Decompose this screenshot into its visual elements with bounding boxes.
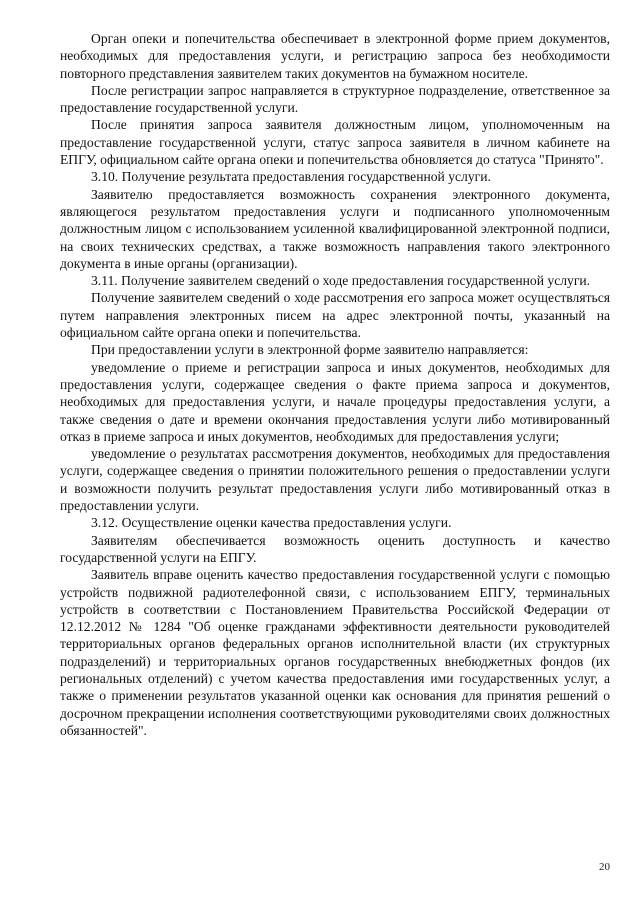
section-heading-3-10: 3.10. Получение результата предоставления государственной услуги. [91,169,491,185]
list-item-receipt-notice: уведомление о приеме и регистрации запроса и иных документов, необходимых для предоставления услуги, содержащее сведения о факте приема запроса и документов, необходимых для предоставления услуги, и начале процедуры предоставления услуги, а также сведения о дате и времени окончания предоставления услуги либо мотивированный отказ в приеме запроса и иных документов, необходимых для предоставления услуги; [60,359,610,444]
page-number: 20 [599,861,610,873]
paragraph-evaluation-methods: Заявитель вправе оценить качество предоставления государственной услуги с помощью устройств подвижной радиотелефонной связи, с использованием ЕПГУ, терминальных устройств в соответствии с Постановлением Правительства Российской Федерации от 12.12.2012 № 1284 "Об оценке гражданами эффективности деятельности руководителей территориальных органов федеральных органов исполнительной власти (их структурных подразделений) и территориальных органов государственных внебюджетных фондов (их региональных отделений) с учетом качества предоставления ими государственных услуг, а также о применении результатов указанной оценки как основания для принятия решений о досрочном прекращении исполнения соответствующими руководителями своих должностных обязанностей". [60,567,610,738]
document-body [60,30,610,739]
paragraph-notifications-intro: При предоставлении услуги в электронной форме заявителю направляется: [91,342,529,358]
paragraph-progress-info: Получение заявителем сведений о ходе рассмотрения его запроса может осуществляться путем направления электронных писем на адрес электронной почты, указанный на официальном сайте органа опеки и попечительства. [60,290,610,341]
paragraph-electronic-acceptance: Орган опеки и попечительства обеспечивает в электронной форме прием документов, необходимых для предоставления услуги, и регистрацию запроса без необходимости повторного представления заявителем таких документов на бумажном носителе. [60,31,610,81]
section-heading-3-11: 3.11. Получение заявителем сведений о ходе предоставления государственной услуги. [91,273,591,289]
paragraph-registration-routing: После регистрации запрос направляется в структурное подразделение, ответственное за предоставление государственной услуги. [60,82,610,116]
paragraph-result-saving: Заявителю предоставляется возможность сохранения электронного документа, являющегося результатом предоставления услуги и подписанного уполномоченным должностным лицом с использованием усиленной квалифицированной электронной подписи, на своих технических средствах, а также возможность направления такого электронного документа в иные органы (организации). [60,186,610,271]
list-item-results-notice: уведомление о результатах рассмотрения документов, необходимых для предоставления услуги, содержащее сведения о принятии положительного решения о предоставлении услуги и возможности получить результат предоставления услуги либо мотивированный отказ в предоставлении услуги. [60,446,610,514]
paragraph-status-update: После принятия запроса заявителя должностным лицом, уполномоченным на предоставление государственной услуги, статус запроса заявителя в личном кабинете на ЕПГУ, официальном сайте органа опеки и попечительства обновляется до статуса "Принято". [60,117,610,168]
paragraph-quality-evaluation: Заявителям обеспечивается возможность оценить доступность и качество государственной услуги на ЕПГУ. [60,532,610,565]
section-heading-3-12: 3.12. Осуществление оценки качества предоставления услуги. [91,515,452,531]
